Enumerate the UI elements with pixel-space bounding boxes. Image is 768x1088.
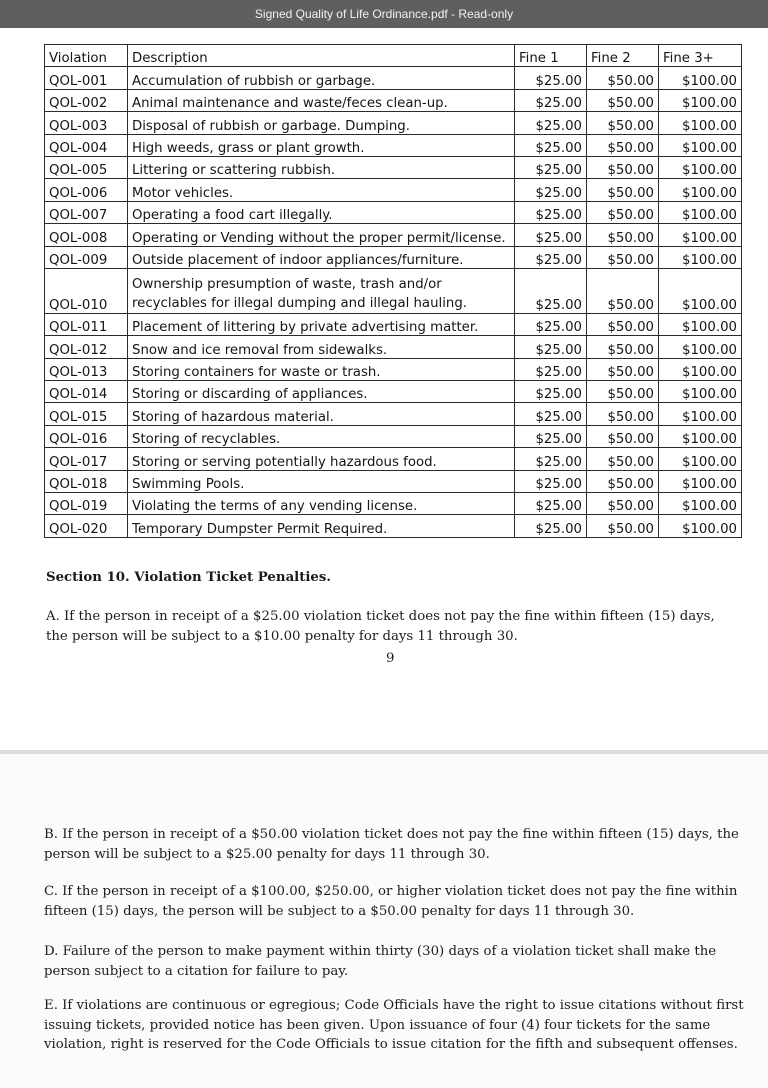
paragraph-c: C. If the person in receipt of a $100.00, $250.00, or higher violation ticket does not pay the fine within fifteen (15) days, the person will be subject to a $50.00 penalty for days 11 through 30. (44, 884, 738, 919)
fine-1-cell: $25.00 (515, 470, 587, 492)
fine-1-cell: $25.00 (515, 358, 587, 380)
fine-1-cell: $25.00 (515, 515, 587, 537)
violation-code-cell: QOL-012 (45, 336, 128, 358)
paragraph-d: D. Failure of the person to make payment within thirty (30) days of a violation ticket shall make the person subject to a citation for failure to pay. (44, 944, 717, 979)
description-cell: Storing of recyclables. (128, 425, 515, 447)
fine-3-cell: $100.00 (659, 112, 742, 134)
description-cell: Violating the terms of any vending license. (128, 493, 515, 515)
fine-3-cell: $100.00 (659, 89, 742, 111)
fine-2-cell: $50.00 (587, 246, 659, 268)
fine-2-cell: $50.00 (587, 89, 659, 111)
fine-1-cell: $25.00 (515, 156, 587, 178)
fine-2-cell: $50.00 (587, 493, 659, 515)
table-row (45, 224, 742, 246)
fine-1-cell: $25.00 (515, 246, 587, 268)
fine-1-cell: $25.00 (515, 493, 587, 515)
fine-1-cell: $25.00 (515, 268, 587, 313)
fine-3-cell: $100.00 (659, 246, 742, 268)
violation-code-cell: QOL-006 (45, 179, 128, 201)
violations-table (44, 44, 742, 538)
violation-code-cell: QOL-018 (45, 470, 128, 492)
table-row (45, 358, 742, 380)
window-title: Signed Quality of Life Ordinance.pdf - Read-only (254, 7, 514, 21)
fine-3-cell: $100.00 (659, 448, 742, 470)
fine-2-cell: $50.00 (587, 403, 659, 425)
window-titlebar (0, 0, 768, 28)
fine-2-cell: $50.00 (587, 381, 659, 403)
table-row (45, 448, 742, 470)
fine-3-cell: $100.00 (659, 156, 742, 178)
fine-3-cell: $100.00 (659, 313, 742, 335)
fine-3-cell: $100.00 (659, 201, 742, 223)
table-row (45, 67, 742, 89)
table-row (45, 493, 742, 515)
description-cell: Snow and ice removal from sidewalks. (128, 336, 515, 358)
violation-code-cell: QOL-002 (45, 89, 128, 111)
fine-2-cell: $50.00 (587, 156, 659, 178)
table-row (45, 89, 742, 111)
fine-1-cell: $25.00 (515, 201, 587, 223)
table-row (45, 179, 742, 201)
description-cell: Storing containers for waste or trash. (128, 358, 515, 380)
description-cell: Storing of hazardous material. (128, 403, 515, 425)
violation-code-cell: QOL-019 (45, 493, 128, 515)
violations-table-body (45, 67, 742, 537)
fine-1-cell: $25.00 (515, 403, 587, 425)
fine-1-cell: $25.00 (515, 448, 587, 470)
header-violation: Violation (45, 45, 128, 67)
paragraph-a: A. If the person in receipt of a $25.00 violation ticket does not pay the fine within fifteen (15) days, the person will be subject to a $10.00 penalty for days 11 through 30. (46, 609, 715, 644)
description-cell: Motor vehicles. (128, 179, 515, 201)
description-cell: Littering or scattering rubbish. (128, 156, 515, 178)
page-number: 9 (386, 651, 395, 666)
fine-2-cell: $50.00 (587, 515, 659, 537)
table-row (45, 336, 742, 358)
fine-1-cell: $25.00 (515, 381, 587, 403)
pdf-page-9 (0, 28, 768, 750)
table-row (45, 268, 742, 313)
header-description: Description (128, 45, 515, 67)
description-cell: Temporary Dumpster Permit Required. (128, 515, 515, 537)
fine-2-cell: $50.00 (587, 112, 659, 134)
table-row (45, 134, 742, 156)
table-header-row (45, 45, 742, 67)
fine-3-cell: $100.00 (659, 134, 742, 156)
fine-2-cell: $50.00 (587, 224, 659, 246)
fine-3-cell: $100.00 (659, 67, 742, 89)
description-cell: Storing or serving potentially hazardous food. (128, 448, 515, 470)
fine-2-cell: $50.00 (587, 313, 659, 335)
table-row (45, 425, 742, 447)
header-fine-1: Fine 1 (515, 45, 587, 67)
fine-3-cell: $100.00 (659, 470, 742, 492)
violation-code-cell: QOL-008 (45, 224, 128, 246)
fine-3-cell: $100.00 (659, 381, 742, 403)
fine-1-cell: $25.00 (515, 179, 587, 201)
violation-code-cell: QOL-010 (45, 268, 128, 313)
header-fine-2: Fine 2 (587, 45, 659, 67)
table-row (45, 515, 742, 537)
fine-1-cell: $25.00 (515, 313, 587, 335)
description-cell: Outside placement of indoor appliances/furniture. (128, 246, 515, 268)
table-row (45, 112, 742, 134)
table-row (45, 470, 742, 492)
fine-2-cell: $50.00 (587, 201, 659, 223)
description-cell: Animal maintenance and waste/feces clean-up. (128, 89, 515, 111)
description-cell: Operating or Vending without the proper permit/license. (128, 224, 515, 246)
paragraph-b: B. If the person in receipt of a $50.00 violation ticket does not pay the fine within fifteen (15) days, the person will be subject to a $25.00 penalty for days 11 through 30. (44, 827, 739, 862)
table-row (45, 381, 742, 403)
table-row (45, 403, 742, 425)
violation-code-cell: QOL-013 (45, 358, 128, 380)
pdf-page-10 (0, 754, 768, 1088)
fine-3-cell: $100.00 (659, 403, 742, 425)
fine-2-cell: $50.00 (587, 67, 659, 89)
violation-code-cell: QOL-004 (45, 134, 128, 156)
fine-1-cell: $25.00 (515, 336, 587, 358)
description-cell: High weeds, grass or plant growth. (128, 134, 515, 156)
fine-1-cell: $25.00 (515, 425, 587, 447)
violation-code-cell: QOL-009 (45, 246, 128, 268)
violation-code-cell: QOL-001 (45, 67, 128, 89)
fine-3-cell: $100.00 (659, 268, 742, 313)
fine-2-cell: $50.00 (587, 134, 659, 156)
fine-3-cell: $100.00 (659, 493, 742, 515)
fine-2-cell: $50.00 (587, 336, 659, 358)
violation-code-cell: QOL-005 (45, 156, 128, 178)
fine-1-cell: $25.00 (515, 89, 587, 111)
description-cell: Storing or discarding of appliances. (128, 381, 515, 403)
description-cell: Swimming Pools. (128, 470, 515, 492)
description-cell: Accumulation of rubbish or garbage. (128, 67, 515, 89)
violation-code-cell: QOL-014 (45, 381, 128, 403)
fine-2-cell: $50.00 (587, 470, 659, 492)
table-row (45, 156, 742, 178)
section-heading: Section 10. Violation Ticket Penalties. (46, 570, 331, 585)
fine-3-cell: $100.00 (659, 336, 742, 358)
fine-3-cell: $100.00 (659, 358, 742, 380)
description-cell: Disposal of rubbish or garbage. Dumping. (128, 112, 515, 134)
fine-3-cell: $100.00 (659, 425, 742, 447)
table-row (45, 313, 742, 335)
violation-code-cell: QOL-015 (45, 403, 128, 425)
description-cell: Operating a food cart illegally. (128, 201, 515, 223)
violation-code-cell: QOL-017 (45, 448, 128, 470)
fine-2-cell: $50.00 (587, 179, 659, 201)
fine-1-cell: $25.00 (515, 224, 587, 246)
fine-3-cell: $100.00 (659, 179, 742, 201)
table-row (45, 201, 742, 223)
fine-2-cell: $50.00 (587, 425, 659, 447)
header-fine-3: Fine 3+ (659, 45, 742, 67)
fine-2-cell: $50.00 (587, 268, 659, 313)
violation-code-cell: QOL-020 (45, 515, 128, 537)
violation-code-cell: QOL-011 (45, 313, 128, 335)
fine-2-cell: $50.00 (587, 358, 659, 380)
violation-code-cell: QOL-003 (45, 112, 128, 134)
description-cell: Ownership presumption of waste, trash and/or recyclables for illegal dumping and illegal hauling. (128, 268, 515, 313)
fine-1-cell: $25.00 (515, 134, 587, 156)
violation-code-cell: QOL-007 (45, 201, 128, 223)
fine-3-cell: $100.00 (659, 224, 742, 246)
description-cell: Placement of littering by private advertising matter. (128, 313, 515, 335)
fine-2-cell: $50.00 (587, 448, 659, 470)
violation-code-cell: QOL-016 (45, 425, 128, 447)
fine-1-cell: $25.00 (515, 112, 587, 134)
fine-1-cell: $25.00 (515, 67, 587, 89)
paragraph-e: E. If violations are continuous or egregious; Code Officials have the right to issue citations without first issuing tickets, provided notice has been given. Upon issuance of four (4) four tickets for the same violation, right is reserved for the Code Officials to issue citation for the fifth and subsequent offenses. (44, 998, 744, 1052)
fine-3-cell: $100.00 (659, 515, 742, 537)
table-row (45, 246, 742, 268)
